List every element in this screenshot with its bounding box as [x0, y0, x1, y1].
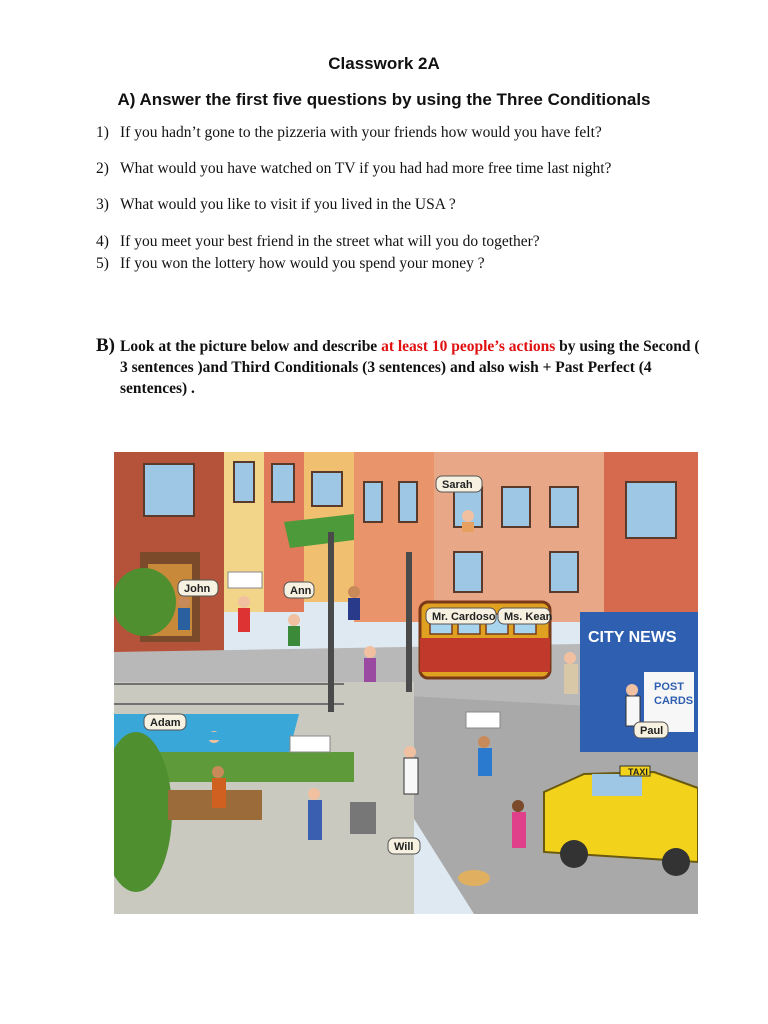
window — [234, 462, 254, 502]
trash-bin — [350, 802, 376, 834]
person-ann — [288, 626, 300, 646]
person-john — [178, 608, 190, 630]
instruction-text: Look at the picture below and describe — [120, 338, 382, 355]
person-paul — [626, 696, 640, 726]
label-paul: Paul — [640, 725, 664, 737]
person-sarah — [462, 522, 474, 532]
window-balcony — [626, 482, 676, 538]
street-scene-svg — [114, 452, 698, 914]
building-orange — [354, 452, 434, 622]
window — [454, 552, 482, 592]
label-cards: CARDS — [654, 695, 694, 707]
label-ann: Ann — [290, 585, 312, 597]
question-text: If you meet your best friend in the street what will you do together? — [120, 233, 540, 250]
instruction-highlight: at least 10 people’s actions — [381, 338, 556, 355]
question-text: If you won the lottery how would you spend your money ? — [120, 255, 485, 272]
label-sarah: Sarah — [442, 479, 473, 491]
person-guitar — [212, 778, 226, 808]
street-scene-illustration — [114, 452, 698, 914]
window — [399, 482, 417, 522]
person-adam-swimming — [204, 732, 234, 740]
blank-label-tag — [466, 712, 500, 728]
label-ms-kean: Ms. Kean — [504, 611, 553, 623]
person-dog-walker — [512, 812, 526, 848]
instruction-text-rest: by using the Second ( 3 sentences )and Third Conditionals (3 sentences) and also wish + Past Perfect (4 sentences) . — [120, 338, 700, 397]
window — [272, 464, 294, 502]
section-a-heading: A) Answer the first five questions by using the Three Conditionals — [117, 90, 651, 109]
trolley-lower — [420, 638, 550, 672]
label-john: John — [184, 583, 211, 595]
window — [502, 487, 530, 527]
question-1 — [96, 124, 602, 142]
question-number: 4) — [96, 233, 109, 250]
label-city-news: CITY NEWS — [588, 629, 677, 646]
question-number: 1) — [96, 124, 109, 141]
taxi-wheel — [662, 848, 690, 876]
label-adam: Adam — [150, 717, 181, 729]
lamp-post — [328, 532, 334, 712]
person-will — [404, 758, 418, 794]
blank-label-tag — [228, 572, 262, 588]
person-jogger — [238, 608, 250, 632]
taxi-wheel — [560, 840, 588, 868]
question-number: 2) — [96, 160, 109, 177]
question-2 — [96, 160, 611, 178]
question-5 — [96, 255, 485, 273]
question-text: What would you have watched on TV if you had had more free time last night? — [120, 160, 612, 177]
label-post: POST — [654, 681, 684, 693]
person-standing — [308, 800, 322, 840]
question-number: 5) — [96, 255, 109, 272]
window — [550, 552, 578, 592]
section-b-instructions — [120, 336, 710, 399]
person-walking — [348, 598, 360, 620]
window — [312, 472, 342, 506]
label-will: Will — [394, 841, 414, 853]
person-man-suit — [564, 664, 578, 694]
label-taxi: TAXI — [628, 767, 648, 777]
question-4 — [96, 233, 540, 251]
tree-left-top — [114, 568, 176, 636]
window — [144, 464, 194, 516]
traffic-pole — [406, 552, 412, 692]
window — [364, 482, 382, 522]
question-3 — [96, 196, 456, 214]
page-title: Classwork 2A — [328, 54, 440, 73]
section-b-label: B) — [96, 335, 115, 356]
question-number: 3) — [96, 196, 109, 213]
person-stroller — [364, 658, 376, 682]
question-text: If you hadn’t gone to the pizzeria with your friends how would you have felt? — [120, 124, 602, 141]
label-mr-cardoso: Mr. Cardoso — [432, 611, 496, 623]
dog — [458, 870, 490, 886]
question-text: What would you like to visit if you lived in the USA ? — [120, 196, 456, 213]
blank-label-tag — [290, 736, 330, 752]
window — [550, 487, 578, 527]
person-skateboarder — [478, 748, 492, 776]
